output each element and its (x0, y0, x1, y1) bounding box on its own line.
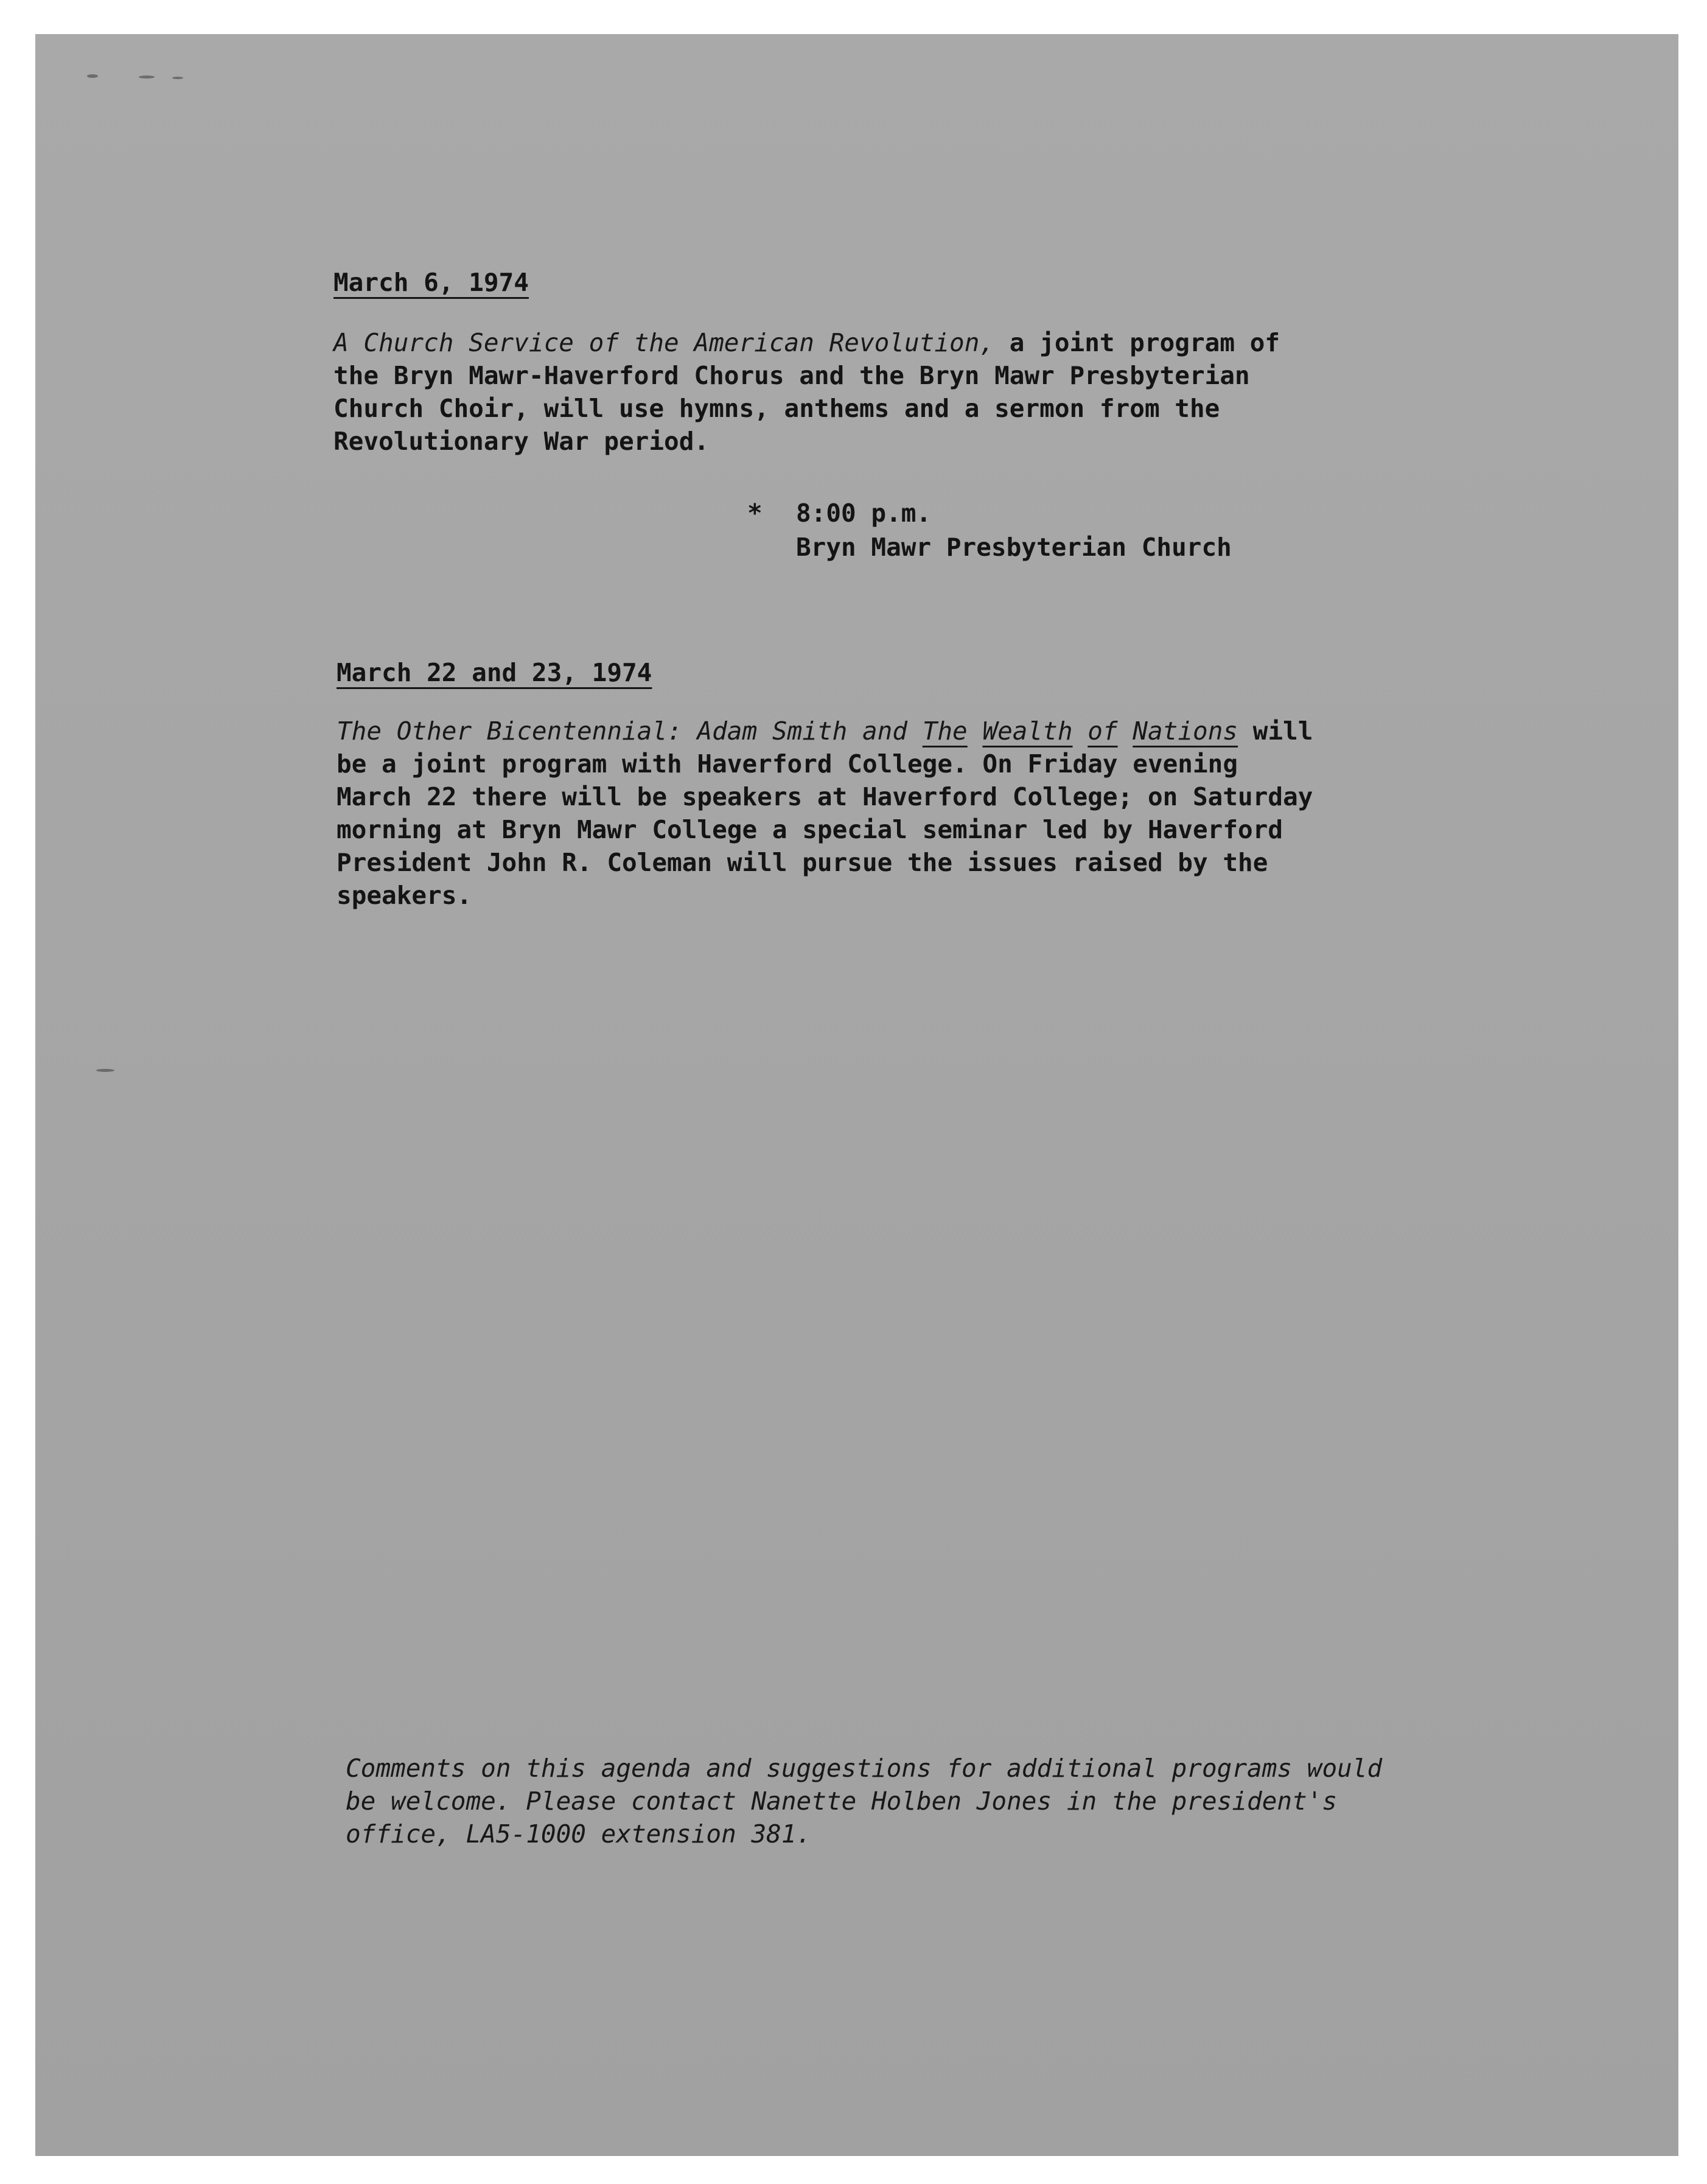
event-title: The Other Bicentennial: Adam Smith and (337, 716, 923, 746)
footer-line: office, LA5-1000 extension 381. (346, 1819, 812, 1849)
book-title-word: The (922, 716, 968, 746)
description-line (337, 715, 1313, 747)
footer-line: Comments on this agenda and suggestions for additional programs would (346, 1754, 1383, 1783)
event-date: March 22 and 23, 1974 (337, 658, 652, 687)
speck-mark (139, 75, 155, 79)
speck-mark (87, 74, 98, 78)
event-location: Bryn Mawr Presbyterian Church (796, 533, 1232, 562)
description-text: a joint program of (994, 328, 1280, 357)
description-line: President John R. Coleman will pursue the issues raised by the (337, 848, 1268, 877)
description-line: be a joint program with Haverford College. On Friday evening (337, 749, 1238, 779)
event-time-location (796, 497, 1232, 565)
description-line: the Bryn Mawr-Haverford Chorus and the Bryn Mawr Presbyterian (333, 361, 1250, 390)
event-time: 8:00 p.m. (796, 499, 932, 528)
description-line: speakers. (337, 881, 472, 910)
event-description (333, 326, 1280, 458)
asterisk-marker: * (747, 499, 763, 528)
description-line: Church Choir, will use hymns, anthems and a sermon from the (333, 394, 1220, 423)
document-page (35, 34, 1678, 2156)
footer-line: be welcome. Please contact Nanette Holben Jones in the president's (346, 1787, 1338, 1816)
speck-mark (96, 1069, 114, 1072)
description-line: Revolutionary War period. (333, 427, 710, 456)
book-title-word: Nations (1133, 716, 1238, 746)
description-line (333, 326, 1280, 359)
speck-mark (172, 77, 183, 79)
footer-note (346, 1752, 1382, 1850)
event-description (337, 715, 1313, 912)
book-title-word: Wealth (982, 716, 1073, 746)
event-title: A Church Service of the American Revolution, (333, 328, 995, 357)
book-title-word: of (1087, 716, 1118, 746)
description-text: will (1238, 716, 1313, 746)
event-date: March 6, 1974 (333, 268, 529, 297)
description-line: March 22 there will be speakers at Haverford College; on Saturday (337, 782, 1313, 811)
description-line: morning at Bryn Mawr College a special seminar led by Haverford (337, 815, 1283, 844)
